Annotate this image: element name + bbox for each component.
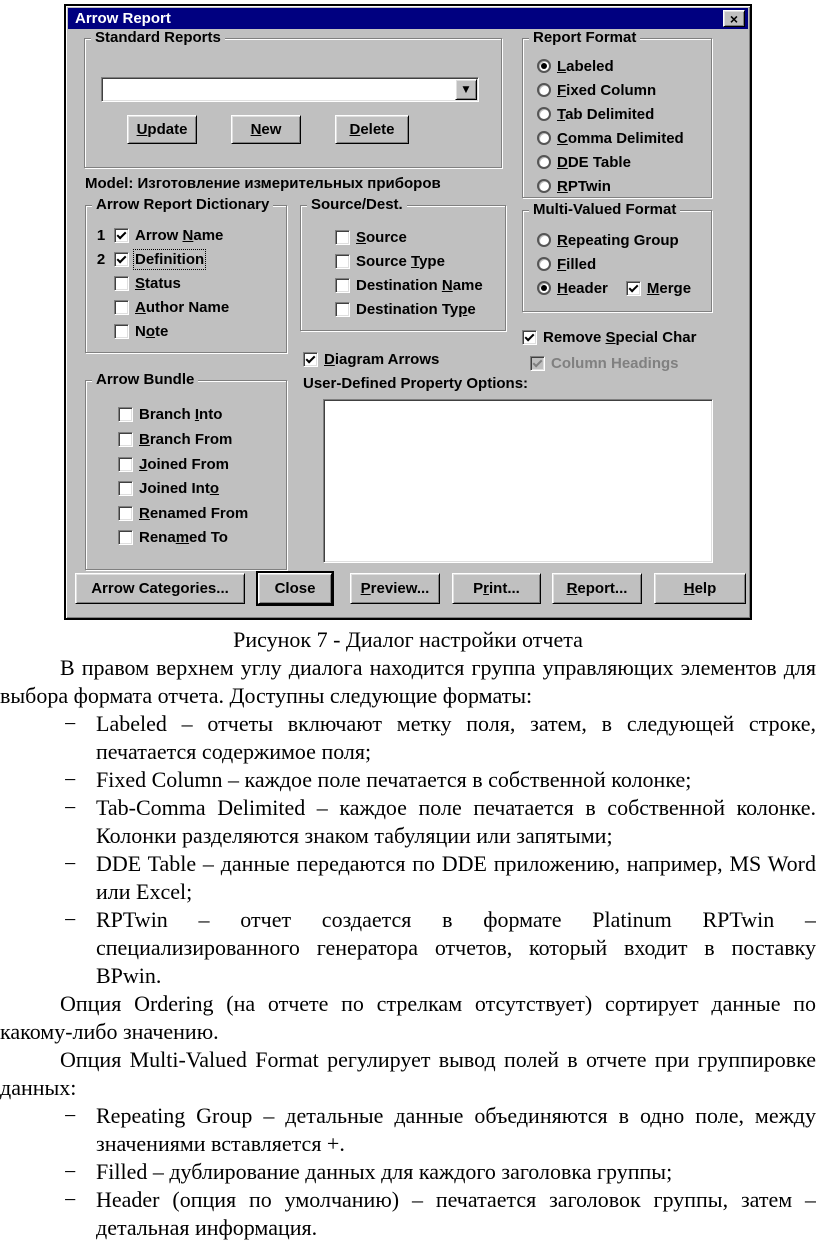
checkbox-icon[interactable]: [118, 457, 133, 472]
combobox-dropdown-button[interactable]: [455, 79, 477, 100]
radio-icon[interactable]: [537, 233, 551, 247]
list-item-labeled: [0, 710, 816, 766]
udp-options-listbox[interactable]: [323, 399, 713, 563]
checkbox-row-joined-from[interactable]: [118, 455, 229, 473]
checkbox-row-renamed-to[interactable]: [118, 528, 228, 546]
checkbox-icon[interactable]: [114, 252, 129, 267]
arrow-bundle-group: [85, 371, 287, 570]
checkbox-label: Column Headings: [551, 354, 679, 372]
checkbox-label: Remove Special Char: [543, 328, 697, 346]
model-label: Model: Изготовление измерительных приборов: [85, 175, 441, 192]
group-label: Standard Reports: [91, 29, 225, 46]
radio-row-labeled[interactable]: [537, 57, 614, 75]
arrow-categories-button[interactable]: Arrow Cate g ories...: [75, 573, 245, 604]
radio-row-header[interactable]: [537, 279, 691, 297]
radio-row-repeating-group[interactable]: [537, 231, 679, 249]
dialog-titlebar[interactable]: [68, 8, 748, 29]
checkbox-icon[interactable]: [335, 302, 350, 317]
radio-row-dde-table[interactable]: [537, 153, 631, 171]
merge-checkbox-icon[interactable]: [626, 281, 641, 296]
source-dest-group: [300, 196, 506, 331]
checkbox-label: Joined From: [139, 455, 230, 473]
checkbox-label: Source: [356, 228, 407, 246]
checkbox-icon[interactable]: [118, 506, 133, 521]
checkbox-icon[interactable]: [114, 324, 129, 339]
list-item-rptwin: [0, 906, 816, 990]
checkbox-icon[interactable]: [118, 530, 133, 545]
document-body: [0, 626, 816, 1242]
radio-row-filled[interactable]: [537, 255, 596, 273]
group-label: Source/Dest.: [307, 196, 407, 213]
paragraph-multi-valued: Опция Multi-Valued Format регулирует вывод полей в отчете при группировке данных:: [0, 1047, 816, 1100]
radio-icon[interactable]: [537, 179, 551, 193]
group-label: Multi-Valued Format: [529, 201, 680, 218]
checkbox-label: Destination Type: [356, 300, 476, 318]
checkbox-row-source-type[interactable]: [335, 252, 445, 270]
radio-row-tab-delimited[interactable]: [537, 105, 654, 123]
list-item-header: [0, 1186, 816, 1242]
list-item-text: Filled – дублирование данных для каждого заголовка группы;: [96, 1159, 673, 1184]
checkbox-label: Destination Name: [356, 276, 483, 294]
checkbox-row-note[interactable]: [94, 322, 168, 340]
radio-icon[interactable]: [537, 83, 551, 97]
checkbox-row-remove-special-char[interactable]: [522, 328, 696, 346]
list-item-text: DDE Table – данные передаются по DDE приложению, например, MS Word или Excel;: [96, 851, 816, 904]
checkbox-icon[interactable]: [114, 300, 129, 315]
checkbox-icon[interactable]: [114, 276, 129, 291]
bullet-dash: −: [64, 1159, 77, 1184]
radio-label: Comma Delimited: [557, 129, 684, 147]
checkbox-label: Status: [135, 274, 181, 292]
checkbox-row-renamed-from[interactable]: [118, 504, 248, 522]
checkbox-label: Arrow Name: [135, 226, 224, 244]
list-item-dde-table: [0, 850, 816, 906]
checkbox-label: Note: [135, 322, 169, 340]
paragraph-ordering: Опция Ordering (на отчете по стрелкам отсутствует) сортирует данные по какому-либо значению.: [0, 991, 816, 1044]
standard-reports-group: [84, 29, 502, 168]
checkbox-label: Renamed To: [139, 528, 228, 546]
radio-icon[interactable]: [537, 281, 551, 295]
delete-button[interactable]: D elete: [335, 115, 409, 144]
checkbox-label: Branch Into: [139, 405, 223, 423]
list-item-fixed-column: [0, 766, 816, 794]
bullet-dash: −: [64, 795, 77, 820]
dialog-title: Arrow Report: [75, 10, 171, 27]
checkbox-label: Branch From: [139, 430, 233, 448]
figure-caption: Рисунок 7 - Диалог настройки отчета: [233, 627, 583, 652]
list-item-text: Labeled – отчеты включают метку поля, затем, в следующей строке, печатается содержимое поля;: [96, 711, 816, 764]
checkbox-row-branch-into[interactable]: [118, 405, 222, 423]
checkbox-icon[interactable]: [114, 228, 129, 243]
bullet-dash: −: [64, 767, 77, 792]
checkbox-icon[interactable]: [118, 432, 133, 447]
radio-label: Fixed Column: [557, 81, 657, 99]
checkbox-label: Author Name: [135, 298, 230, 316]
radio-label: Tab Delimited: [557, 105, 655, 123]
report-button[interactable]: R eport...: [552, 573, 642, 604]
checkbox-row-definition[interactable]: [94, 250, 204, 268]
checkbox-label: Source Type: [356, 252, 445, 270]
checkbox-row-destination-type[interactable]: [335, 300, 476, 318]
checkbox-row-destination-name[interactable]: [335, 276, 483, 294]
report-format-group: [522, 29, 712, 198]
list-item-text: Header (опция по умолчанию) – печатается заголовок группы, затем – детальная информация.: [96, 1187, 816, 1240]
checkbox-icon[interactable]: [118, 407, 133, 422]
checkbox-row-joined-into[interactable]: [118, 479, 219, 497]
radio-label: Header: [557, 279, 608, 297]
preview-button[interactable]: P review...: [350, 573, 440, 604]
close-dialog-button[interactable]: Close: [258, 573, 332, 604]
radio-label: Repeating Group: [557, 231, 679, 249]
radio-row-comma-delimited[interactable]: [537, 129, 684, 147]
radio-icon[interactable]: [537, 107, 551, 121]
checkbox-row-source[interactable]: [335, 228, 407, 246]
radio-row-fixed-column[interactable]: [537, 81, 656, 99]
checkbox-icon[interactable]: [522, 330, 537, 345]
checkbox-row-author-name[interactable]: [94, 298, 229, 316]
list-item-text: Tab-Comma Delimited – каждое поле печатается в собственной колонке. Колонки разделяются знаком табуляции или запятыми;: [96, 795, 816, 848]
checkbox-row-status[interactable]: [94, 274, 181, 292]
checkbox-label: Joined Into: [139, 479, 220, 497]
radio-icon[interactable]: [537, 155, 551, 169]
chevron-down-icon: ▼: [462, 84, 470, 95]
list-item-text: Fixed Column – каждое поле печатается в собственной колонке;: [96, 767, 692, 792]
checkbox-icon[interactable]: [335, 230, 350, 245]
checkbox-label: Diagram Arrows: [324, 350, 440, 368]
list-item-text: RPTwin – отчет создается в формате Platinum RPTwin – специализированного генератора отчетов, который входит в поставку BPwin.: [96, 907, 816, 988]
list-item-text: Repeating Group – детальные данные объединяются в одно поле, между значениями вставляется +.: [96, 1103, 816, 1156]
checkbox-icon[interactable]: [118, 481, 133, 496]
list-item-repeating-group: [0, 1102, 816, 1158]
checkbox-icon[interactable]: [335, 254, 350, 269]
arrow-report-dialog: [64, 4, 752, 620]
update-button[interactable]: U pdate: [127, 115, 197, 144]
row-number: 2: [96, 250, 106, 268]
arrow-report-dictionary-group: [85, 196, 287, 353]
checkbox-icon[interactable]: [335, 278, 350, 293]
new-button[interactable]: N ew: [231, 115, 301, 144]
list-item-tab-comma: [0, 794, 816, 850]
bullet-dash: −: [64, 1187, 77, 1212]
checkbox-label: Renamed From: [139, 504, 249, 522]
radio-label: Labeled: [557, 57, 614, 75]
radio-label: DDE Table: [557, 153, 631, 171]
radio-icon[interactable]: [537, 131, 551, 145]
paragraph-formats-intro: В правом верхнем углу диалога находится группа управляющих элементов для выбора формата отчета. Доступны следующие форматы:: [0, 655, 816, 708]
bullet-dash: −: [64, 1103, 77, 1128]
checkbox-icon: [530, 356, 545, 371]
bullet-dash: −: [64, 907, 77, 932]
standard-reports-combobox[interactable]: [101, 77, 479, 102]
checkbox-row-branch-from[interactable]: [118, 430, 232, 448]
help-button[interactable]: H elp: [654, 573, 746, 604]
checkbox-icon[interactable]: [303, 352, 318, 367]
print-button[interactable]: P r int...: [452, 573, 541, 604]
close-button[interactable]: [723, 10, 745, 27]
close-icon: ×: [729, 10, 739, 27]
radio-icon[interactable]: [537, 257, 551, 271]
group-label: Arrow Report Dictionary: [92, 196, 273, 213]
udp-options-label: User-Defined Property Options:: [303, 375, 529, 392]
bullet-dash: −: [64, 711, 77, 736]
checkbox-row-column-headings: [530, 354, 679, 372]
group-label: Arrow Bundle: [92, 371, 198, 388]
checkbox-label: Definition: [135, 250, 205, 268]
merge-checkbox-label: Merge: [646, 279, 692, 297]
checkbox-row-diagram-arrows[interactable]: [303, 350, 439, 368]
radio-label: Filled: [557, 255, 597, 273]
multi-valued-format-group: [522, 201, 712, 312]
radio-icon[interactable]: [537, 59, 551, 73]
row-number: 1: [96, 226, 106, 244]
checkbox-row-arrow-name[interactable]: [94, 226, 223, 244]
radio-label: RPTwin: [557, 177, 611, 195]
bullet-dash: −: [64, 851, 77, 876]
list-item-filled: [0, 1158, 816, 1186]
group-label: Report Format: [529, 29, 640, 46]
radio-row-rptwin[interactable]: [537, 177, 611, 195]
